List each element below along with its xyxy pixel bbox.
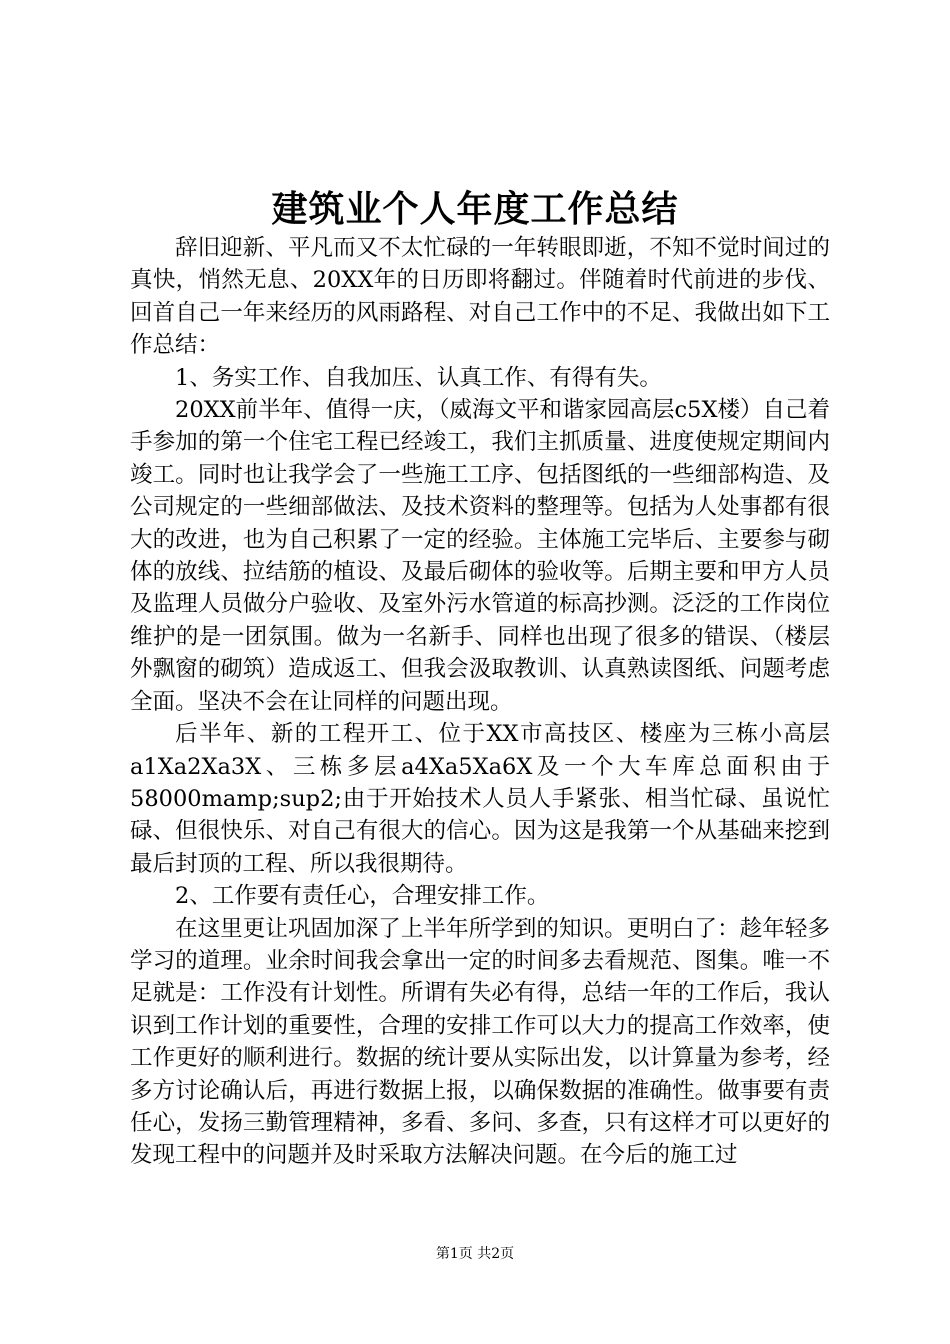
section-heading-2: 2、工作要有责任心，合理安排工作。: [175, 883, 550, 910]
document-body: [130, 232, 830, 1172]
paragraph-second-half-year: 后半年、新的工程开工、位于XX市高技区、楼座为三栋小高层a1Xa2Xa3X、三栋多层a4Xa5Xa6X及一个大车库总面积由于58000mamp;sup2;由于开始技术人员人手紧张、相当忙碌、虽说忙碌、但很快乐、对自己有很大的信心。因为这是我第一个从基础来挖到最后封顶的工程、所以我很期待。: [130, 721, 830, 877]
section-heading-1: 1、务实工作、自我加压、认真工作、有得有失。: [175, 364, 662, 391]
document-title: 建筑业个人年度工作总结: [271, 188, 679, 230]
paragraph-intro: 辞旧迎新、平凡而又不太忙碌的一年转眼即逝，不知不觉时间过的真快，悄然无息、20XX年的日历即将翻过。伴随着时代前进的步伐、回首自己一年来经历的风雨路程、对自己工作中的不足、我做出如下工作总结：: [130, 235, 830, 359]
paragraph-responsibility: 在这里更让巩固加深了上半年所学到的知识。更明白了：趁年轻多学习的道理。业余时间我会拿出一定的时间多去看规范、图集。唯一不足就是：工作没有计划性。所谓有失必有得，总结一年的工作后，我认识到工作计划的重要性，合理的安排工作可以大力的提高工作效率，使工作更好的顺利进行。数据的统计要从实际出发，以计算量为参考，经多方讨论确认后，再进行数据上报，以确保数据的准确性。做事要有责任心，发扬三勤管理精神，多看、多问、多查，只有这样才可以更好的发现工程中的问题并及时采取方法解决问题。在今后的施工过: [130, 915, 830, 1169]
page-footer: 第1页 共2页: [435, 1246, 515, 1262]
paragraph-first-half-year: 20XX前半年、值得一庆，（威海文平和谐家园高层c5X楼）自己着手参加的第一个住宅工程已经竣工，我们主抓质量、进度使规定期间内竣工。同时也让我学会了一些施工工序、包括图纸的一些细部构造、及公司规定的一些细部做法、及技术资料的整理等。包括为人处事都有很大的改进，也为自己积累了一定的经验。主体施工完毕后、主要参与砌体的放线、拉结筋的植设、及最后砌体的验收等。后期主要和甲方人员及监理人员做分户验收、及室外污水管道的标高抄测。泛泛的工作岗位维护的是一团氛围。做为一名新手、同样也出现了很多的错误、（楼层外飘窗的砌筑）造成返工、但我会汲取教训、认真熟读图纸、问题考虑全面。坚决不会在让同样的问题出现。: [130, 397, 830, 715]
